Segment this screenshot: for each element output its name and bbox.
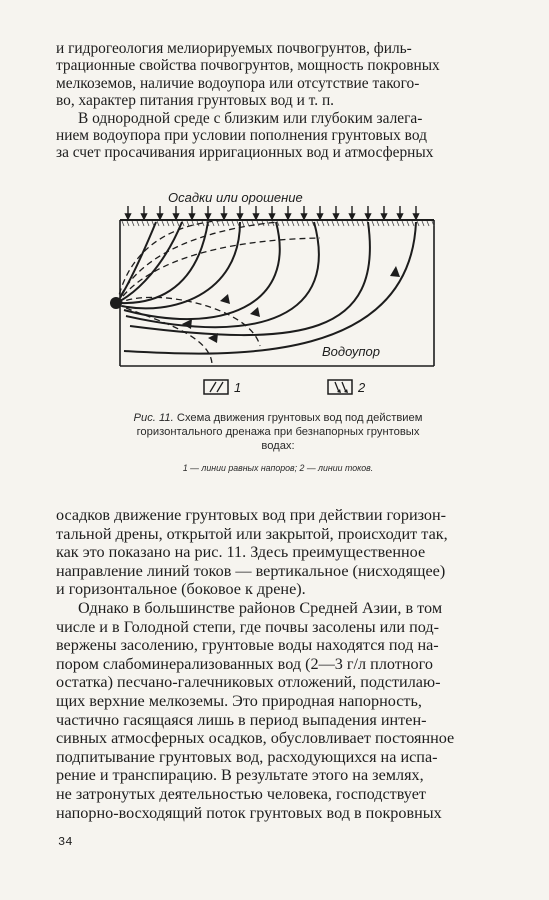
precipitation-arrow-head	[206, 214, 211, 219]
precipitation-arrow-head	[366, 214, 371, 219]
soil-hatch-mark	[302, 221, 304, 226]
precipitation-arrow-head	[286, 214, 291, 219]
caption-line: водах:	[261, 440, 295, 452]
text-line: во, характер питания грунтовых вод и т. п.	[56, 92, 335, 110]
soil-hatch-mark	[132, 221, 134, 226]
precipitation-arrows	[126, 206, 419, 219]
page-number: 34	[58, 835, 73, 849]
soil-hatch-mark	[327, 221, 329, 226]
soil-hatch-mark	[167, 221, 169, 226]
soil-hatch-mark	[317, 221, 319, 226]
precipitation-arrow-head	[334, 214, 339, 219]
soil-hatch-mark	[227, 221, 229, 226]
soil-hatch-mark	[292, 221, 294, 226]
precipitation-arrow-head	[222, 214, 227, 219]
soil-hatch-mark	[142, 221, 144, 226]
precipitation-arrow-head	[126, 214, 131, 219]
soil-hatch-mark	[422, 221, 424, 226]
soil-hatch-mark	[127, 221, 129, 226]
precipitation-arrow-head	[382, 214, 387, 219]
text-line: как это показано на рис. 11. Здесь преимущественное	[56, 543, 426, 562]
soil-hatch-mark	[332, 221, 334, 226]
soil-hatch-mark	[387, 221, 389, 226]
precipitation-arrow-head	[270, 214, 275, 219]
caption-line: Схема движения грунтовых вод под действием	[176, 412, 423, 424]
soil-hatch-mark	[412, 221, 414, 226]
soil-hatch-mark	[322, 221, 324, 226]
text-line: за счет просачивания ирригационных вод и атмосферных	[56, 144, 434, 162]
legend-item-1	[204, 380, 241, 395]
flow-lines	[120, 222, 416, 354]
soil-hatch-mark	[232, 221, 234, 226]
soil-hatch-mark	[137, 221, 139, 226]
text-line: В однородной среде с близким или глубоким залега-	[78, 109, 423, 127]
text-line: напорно-восходящий поток грунтовых вод в покровных	[56, 803, 442, 822]
text-line: не затронутых деятельностью человека, господствует	[56, 784, 426, 803]
soil-hatch-mark	[357, 221, 359, 226]
text-line: пором слабоминерализованных вод (2—3 г/л плотного	[56, 654, 433, 673]
drain-icon	[110, 297, 122, 309]
svg-text:2: 2	[358, 380, 366, 395]
soil-hatch-mark	[342, 221, 344, 226]
precipitation-label: Осадки или орошение	[168, 190, 303, 205]
soil-hatch-mark	[362, 221, 364, 226]
soil-hatch-mark	[242, 221, 244, 226]
caption-legend: 1 — линии равных напоров; 2 — линии токов.	[182, 463, 374, 473]
precipitation-arrow-head	[142, 214, 147, 219]
soil-hatch-mark	[382, 221, 384, 226]
text-line: нием водоупора при условии пополнения грунтовых вод	[56, 127, 427, 145]
groundwater-flow-diagram	[100, 186, 450, 406]
text-line: числе и в Голодной степи, где почвы засолены или под-	[56, 617, 439, 636]
soil-hatch-mark	[407, 221, 409, 226]
text-line: осадков движение грунтовых вод при действии горизон-	[56, 506, 447, 524]
soil-hatch-mark	[162, 221, 164, 226]
soil-hatch-mark	[172, 221, 174, 226]
text-line: подпитывание грунтовых вод, расходующихся на испа-	[56, 747, 438, 766]
aquiclude-label: Водоупор	[322, 344, 380, 359]
soil-hatch-mark	[237, 221, 239, 226]
soil-hatch-mark	[282, 221, 284, 226]
precipitation-arrow-head	[158, 214, 163, 219]
precipitation-arrow-head	[238, 214, 243, 219]
soil-hatch-mark	[392, 221, 394, 226]
soil-hatch-mark	[307, 221, 309, 226]
soil-hatch-mark	[122, 221, 124, 226]
legend-item-2	[328, 380, 366, 395]
text-line: мелкоземов, наличие водоупора или отсутствие такого-	[56, 74, 420, 92]
precipitation-arrow-head	[318, 214, 323, 219]
soil-hatch-mark	[347, 221, 349, 226]
text-line: Однако в большинстве районов Средней Азии, в том	[78, 598, 443, 617]
soil-hatch-mark	[257, 221, 259, 226]
precipitation-arrow-head	[398, 214, 403, 219]
text-line: частично гасящаяся лишь в период выпадения интен-	[56, 710, 427, 729]
soil-hatch-mark	[272, 221, 274, 226]
text-block-top	[56, 40, 518, 162]
soil-hatch-mark	[217, 221, 219, 226]
precipitation-arrow-head	[174, 214, 179, 219]
text-line: и горизонтальное (боковое к дрене).	[56, 580, 306, 599]
precipitation-arrow-head	[414, 214, 419, 219]
caption-line: горизонтального дренажа при безнапорных грунтовых	[136, 426, 420, 438]
soil-hatch-mark	[397, 221, 399, 226]
text-line: тальной дрены, открытой или закрытой, происходит так,	[56, 524, 448, 543]
svg-text:1: 1	[234, 380, 242, 395]
soil-hatch-mark	[177, 221, 179, 226]
text-line: трационные свойства почвогрунтов, мощность покровных	[56, 57, 440, 75]
figure-caption	[78, 411, 478, 453]
soil-hatch-mark	[352, 221, 354, 226]
text-line: остатка) песчано-галечниковых отложений, подстилаю-	[56, 673, 441, 692]
soil-hatch-mark	[247, 221, 249, 226]
soil-hatch-mark	[157, 221, 159, 226]
soil-hatch-mark	[417, 221, 419, 226]
text-line: щих верхние мелкоземы. Это природная напорность,	[56, 691, 422, 710]
soil-hatch-mark	[372, 221, 374, 226]
text-line: сивных атмосферных осадков, обусловливает постоянное	[56, 729, 455, 748]
soil-hatch-mark	[337, 221, 339, 226]
text-line: направление линий токов — вертикальное (нисходящее)	[56, 561, 446, 580]
soil-hatch-mark	[222, 221, 224, 226]
soil-hatch-mark	[427, 221, 429, 226]
soil-hatch-mark	[297, 221, 299, 226]
text-line: вержены засолению, грунтовые воды находятся под на-	[56, 636, 439, 655]
text-line: рение и транспирацию. В результате этого на землях,	[56, 766, 424, 785]
soil-hatch-mark	[147, 221, 149, 226]
text-block-bottom	[56, 506, 518, 822]
soil-hatch-mark	[402, 221, 404, 226]
precipitation-arrow-head	[190, 214, 195, 219]
soil-hatch-mark	[187, 221, 189, 226]
figure-number: Рис. 11.	[133, 412, 174, 424]
soil-hatching	[122, 221, 434, 226]
precipitation-arrow-head	[254, 214, 259, 219]
text-line: и гидрогеология мелиорируемых почвогрунтов, филь-	[56, 40, 412, 57]
soil-hatch-mark	[287, 221, 289, 226]
precipitation-arrow-head	[350, 214, 355, 219]
soil-hatch-mark	[377, 221, 379, 226]
precipitation-arrow-head	[302, 214, 307, 219]
